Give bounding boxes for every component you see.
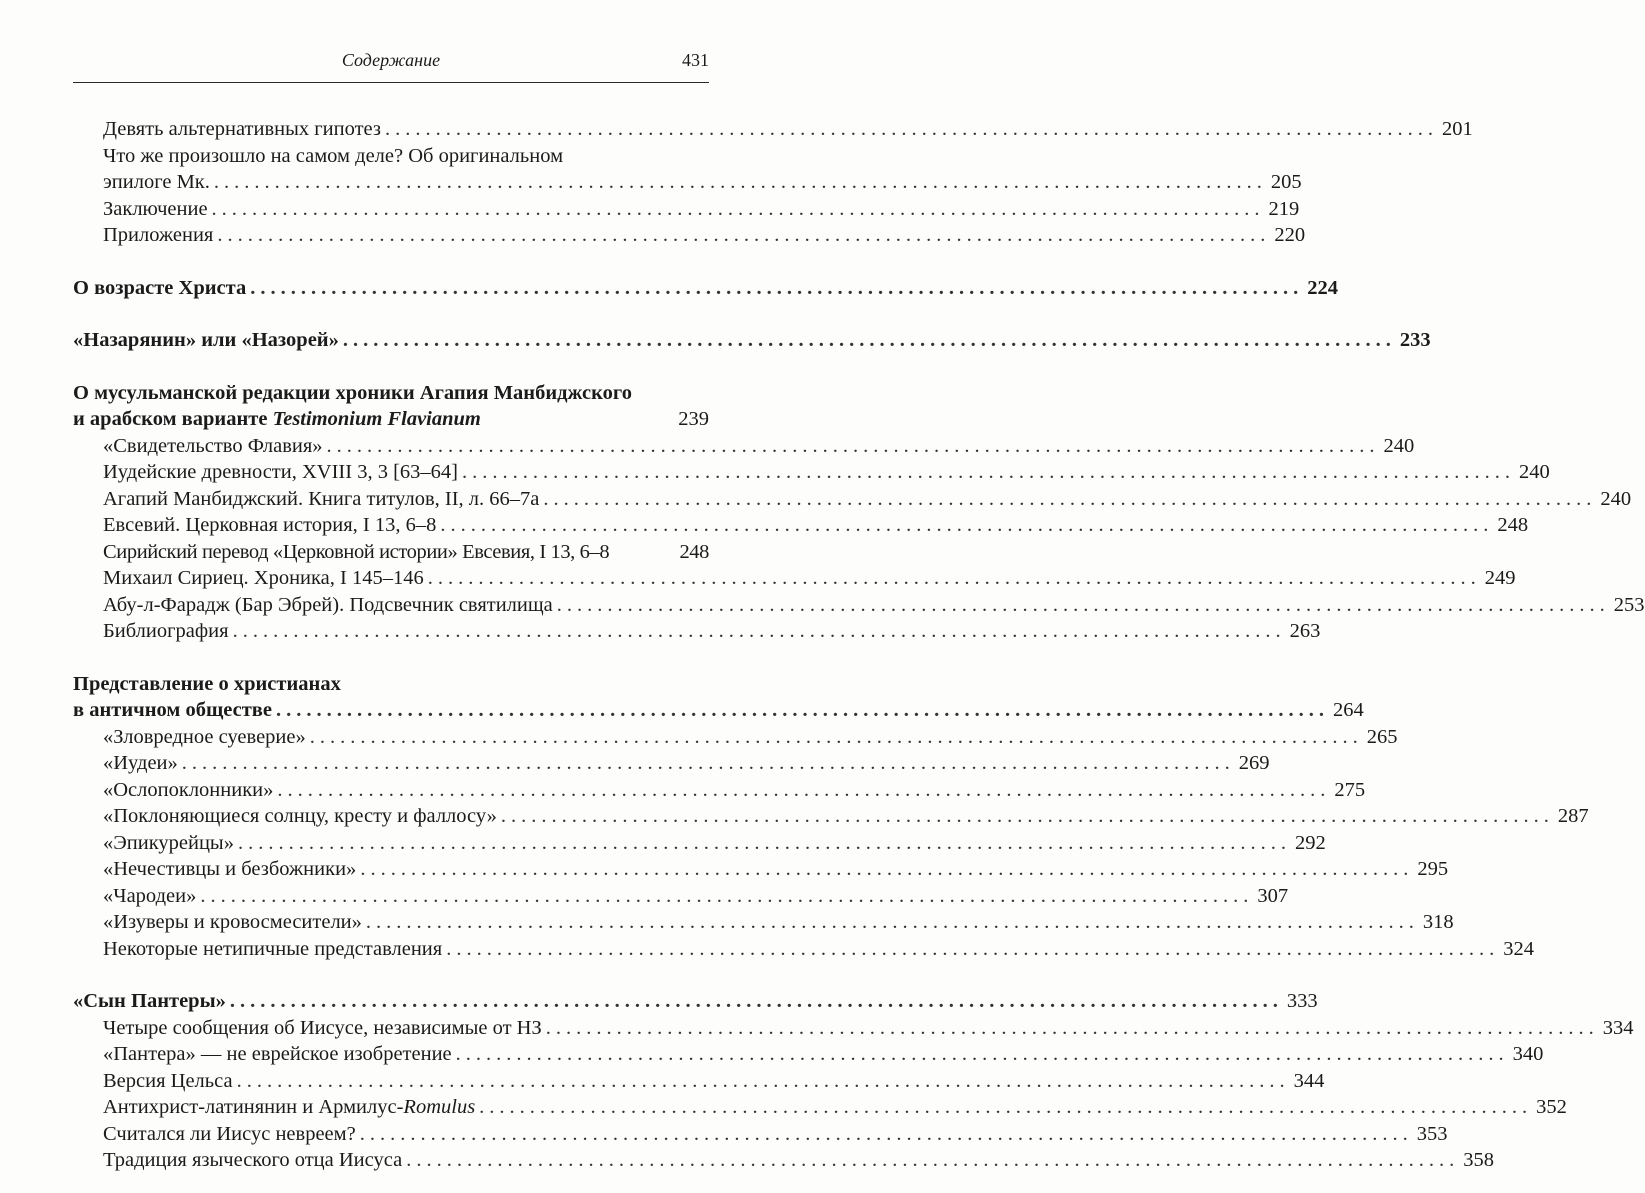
dot-leader: ........................................................................................................ <box>543 487 1597 510</box>
toc-entry[interactable] <box>73 618 1321 645</box>
toc-entry-title: Считался ли Иисус невреем? <box>103 1122 356 1145</box>
toc-chapter[interactable] <box>73 275 1338 302</box>
toc-chapter-title-line1[interactable]: О мусульманской редакции хроники Агапия Манбиджского <box>73 381 632 404</box>
toc-entry-page: 263 <box>1289 620 1321 642</box>
dot-leader: ........................................................................................................ <box>237 831 1291 854</box>
dot-leader: ........................................................................................................ <box>200 884 1254 907</box>
toc-chapter[interactable] <box>73 327 1431 354</box>
toc-entry[interactable] <box>73 116 1473 143</box>
toc-entry[interactable] <box>73 856 1449 883</box>
toc-entry-title: Антихрист-латинянин и Армилус-Romulus <box>103 1096 476 1118</box>
dot-leader: ........................................................................................................ <box>181 752 1235 774</box>
toc-entry-page: 340 <box>1512 1043 1544 1065</box>
toc-entry-page: 307 <box>1257 884 1289 907</box>
toc-entry[interactable] <box>73 486 1632 513</box>
dot-leader: ........................................................................................................ <box>275 699 1329 721</box>
toc-entry-title: Евсевий. Церковная история, I 13, 6–8 <box>103 514 437 536</box>
toc-entry-page: 220 <box>1274 224 1306 246</box>
toc-entry[interactable] <box>73 539 709 566</box>
toc-chapter-page: 233 <box>1399 329 1431 351</box>
toc-entry-title: «Эпикурейцы» <box>103 831 234 854</box>
toc-entry[interactable] <box>73 433 1415 460</box>
toc-chapter-title-line1[interactable]: Представление о христианах <box>73 672 341 695</box>
toc-entry[interactable] <box>73 909 1454 936</box>
toc-entry-page: 358 <box>1463 1149 1494 1171</box>
dot-leader: ........................................................................................................ <box>427 567 1481 589</box>
toc-entry[interactable] <box>73 565 1516 592</box>
toc-chapter-page: 264 <box>1332 699 1364 721</box>
toc-entry[interactable] <box>73 1041 1544 1068</box>
toc-entry-page: 249 <box>1484 567 1516 589</box>
dot-leader: ........................................................................................................ <box>461 461 1515 483</box>
dot-leader: ........................................................................................................ <box>360 858 1414 880</box>
toc-entry-title: Иудейские древности, XVIII 3, 3 [63–64] <box>103 461 458 483</box>
toc-chapter[interactable] <box>73 697 1364 724</box>
dot-leader: ........................................................................................................ <box>326 434 1380 457</box>
toc-chapter-title-line2: в античном обществе <box>73 699 272 721</box>
toc-entry-page: 344 <box>1293 1069 1325 1092</box>
dot-leader: ........................................................................................................ <box>277 778 1331 801</box>
dot-leader: ........................................................................................................ <box>545 1016 1599 1039</box>
toc-entry-title: «Чародеи» <box>103 884 197 907</box>
toc-entry-title: Библиография <box>103 620 229 642</box>
page-header <box>73 48 709 83</box>
dot-leader: ........................................................................................................ <box>217 224 1271 246</box>
toc-chapter-page: 224 <box>1307 276 1338 299</box>
toc-chapter-title: «Сын Пантеры» <box>73 990 226 1012</box>
toc-entry-title: «Свидетельство Флавия» <box>103 434 323 457</box>
toc-entry-page: 292 <box>1294 831 1326 854</box>
toc-entry-page: 205 <box>1270 171 1302 193</box>
dot-leader: ........................................................................................................ <box>342 329 1396 351</box>
toc-entry-title: Заключение <box>103 197 208 220</box>
toc-chapter-title-italic: Testimonium Flavianum <box>272 408 481 430</box>
toc-entry-page: 275 <box>1334 778 1366 801</box>
toc-entry[interactable] <box>73 1015 1634 1042</box>
running-title: Содержание <box>341 50 441 70</box>
toc-chapter-title-line2: и арабском варианте Testimonium Flavianum <box>73 408 481 430</box>
dot-leader: ........................................................................................................ <box>479 1096 1533 1118</box>
dot-leader: ........................................................................................................ <box>385 118 1438 140</box>
toc-entry-page: 269 <box>1238 752 1270 774</box>
toc-entry-page: 201 <box>1442 118 1473 140</box>
dot-leader: ........................................................................................................ <box>236 1069 1290 1092</box>
toc-entry-title: «Поклоняющиеся солнцу, кресту и фаллосу» <box>103 805 497 827</box>
toc-entry[interactable] <box>73 750 1270 777</box>
toc-entry[interactable] <box>73 883 1289 910</box>
toc-entry-page: 295 <box>1417 858 1449 880</box>
toc-entry[interactable] <box>73 936 1534 963</box>
toc-entry-page: 219 <box>1268 197 1300 220</box>
toc-chapter-page: 239 <box>678 408 709 430</box>
toc-entry-title: Четыре сообщения об Иисусе, независимые от НЗ <box>103 1016 542 1039</box>
toc-entry[interactable] <box>73 830 1326 857</box>
toc-entry-title: Версия Цельса <box>103 1069 233 1092</box>
toc-entry-title: «Изуверы и кровосмесители» <box>103 911 362 933</box>
toc-entry-title: «Ослопоклонники» <box>103 778 274 801</box>
toc-entry-title: Михаил Сириец. Хроника, I 145–146 <box>103 567 424 589</box>
dot-leader: ........................................................................................................ <box>309 725 1363 748</box>
toc-entry-page: 324 <box>1503 937 1534 960</box>
dot-leader: ........................................................................................................ <box>250 276 1304 299</box>
toc-entry-title: Агапий Манбиджский. Книга титулов, II, л. 66–7а <box>103 487 540 510</box>
toc-entry-title: Абу-л-Фарадж (Бар Эбрей). Подсвечник святилища <box>103 593 553 616</box>
dot-leader: ........................................................................................................ <box>455 1043 1509 1065</box>
toc-entry[interactable] <box>73 803 1589 830</box>
dot-leader: ........................................................................................................ <box>232 620 1286 642</box>
toc-chapter-title: О возрасте Христа <box>73 276 247 299</box>
toc-entry-title-italic: Romulus <box>403 1096 476 1118</box>
toc-entry[interactable] <box>73 222 1306 249</box>
dot-leader: ........................................................................................................ <box>229 990 1283 1012</box>
toc-entry-title: Сирийский перевод «Церковной истории» Евсевия, I 13, 6–8 <box>103 540 610 563</box>
toc-entry[interactable] <box>73 196 1300 223</box>
toc-entry-page: 240 <box>1518 461 1550 483</box>
toc-entry-title: Некоторые нетипичные представления <box>103 937 443 960</box>
dot-leader: ........................................................................................................ <box>446 937 1500 960</box>
toc-entry[interactable] <box>73 512 1529 539</box>
toc-chapter-page: 333 <box>1286 990 1318 1012</box>
toc-entry[interactable] <box>73 1121 1448 1148</box>
toc-chapter[interactable] <box>73 988 1318 1015</box>
dot-leader: ........................................................................................................ <box>211 197 1265 220</box>
toc-chapter[interactable] <box>73 406 709 433</box>
toc-entry-page: 287 <box>1557 805 1589 827</box>
toc-entry[interactable] <box>73 1068 1325 1095</box>
toc-entry-title: «Иудеи» <box>103 752 178 774</box>
toc-entry-page: 240 <box>1600 487 1632 510</box>
dot-leader: ........................................................................................................ <box>213 171 1267 193</box>
dot-leader: ........................................................................................................ <box>556 593 1610 616</box>
toc-chapter-title: «Назарянин» или «Назорей» <box>73 329 339 351</box>
toc-entry-page: 248 <box>679 540 709 563</box>
toc-entry-title-line2: эпилоге Мк. <box>103 171 210 193</box>
toc-entry-title: «Зловредное суеверие» <box>103 725 306 748</box>
toc-entry-title: Приложения <box>103 224 214 246</box>
toc-entry-title: Девять альтернативных гипотез <box>103 118 381 140</box>
table-of-contents <box>73 116 1645 1174</box>
toc-entry[interactable] <box>73 592 1645 619</box>
toc-entry-page: 353 <box>1416 1122 1448 1145</box>
dot-leader: ........................................................................................................ <box>365 911 1419 933</box>
toc-entry-title: «Пантера» — не еврейское изобретение <box>103 1043 452 1065</box>
toc-entry[interactable] <box>73 169 1302 196</box>
toc-entry-title: «Нечестивцы и безбожники» <box>103 858 357 880</box>
toc-entry-title: Традиция языческого отца Иисуса <box>103 1149 403 1171</box>
toc-entry-page: 334 <box>1602 1016 1634 1039</box>
toc-entry-page: 253 <box>1613 593 1645 616</box>
dot-leader: ........................................................................................................ <box>500 805 1554 827</box>
toc-entry-page: 352 <box>1536 1096 1567 1118</box>
dot-leader: ........................................................................................................ <box>359 1122 1413 1145</box>
toc-entry-page: 265 <box>1366 725 1398 748</box>
toc-entry-page: 248 <box>1497 514 1529 536</box>
toc-entry[interactable] <box>73 459 1550 486</box>
toc-entry[interactable] <box>73 777 1366 804</box>
page-number: 431 <box>682 50 709 70</box>
dot-leader: ........................................................................................................ <box>440 514 1494 536</box>
toc-entry[interactable] <box>73 724 1398 751</box>
toc-entry-page: 318 <box>1422 911 1454 933</box>
toc-entry-title-line1[interactable]: Что же произошло на самом деле? Об оригинальном <box>103 144 564 167</box>
toc-entry[interactable] <box>73 1147 1494 1174</box>
dot-leader: ........................................................................................................ <box>406 1149 1460 1171</box>
toc-entry-page: 240 <box>1383 434 1415 457</box>
toc-entry[interactable] <box>73 1094 1567 1121</box>
